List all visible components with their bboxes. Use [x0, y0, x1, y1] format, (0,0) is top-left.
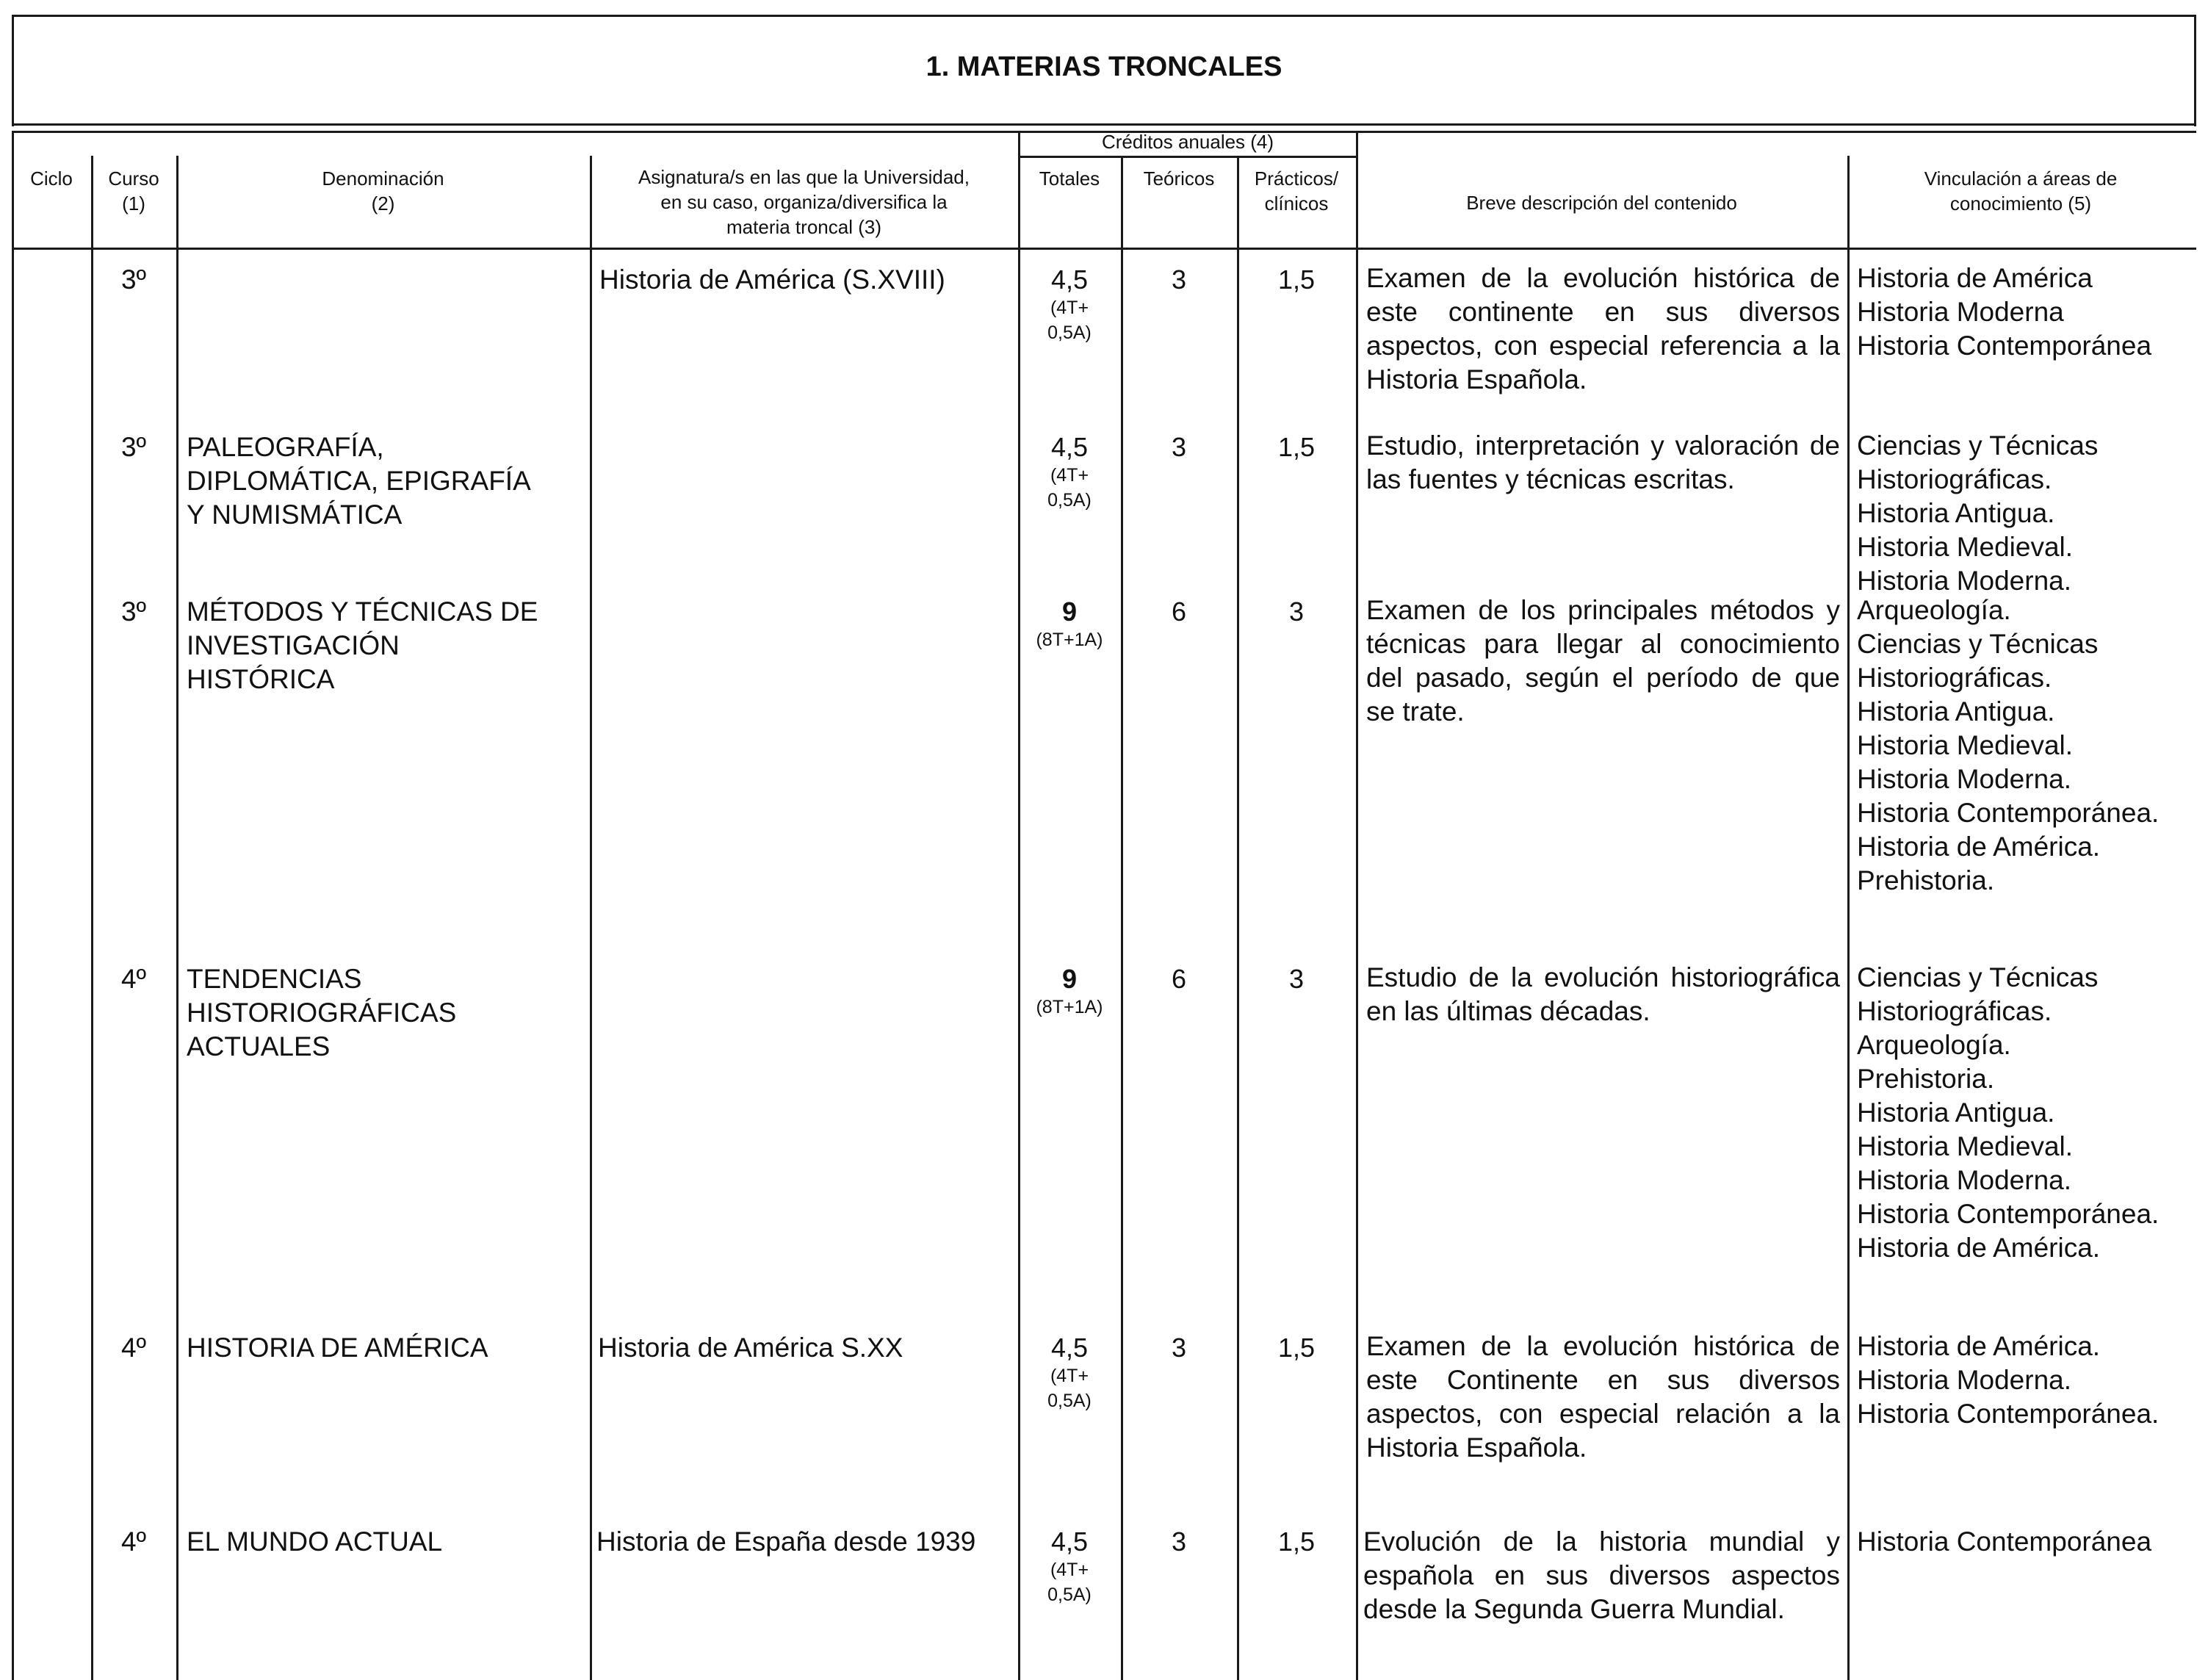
header-denominacion: Denominación (2)	[322, 167, 444, 214]
row-teoricos: 3	[1171, 1333, 1187, 1363]
row-totales-detail: (8T+1A)	[1036, 997, 1103, 1017]
row-totales: 9	[1061, 964, 1078, 994]
row-practicos: 3	[1288, 596, 1305, 627]
row-totales: 4,5	[1050, 1333, 1089, 1363]
header-curso: Curso (1)	[108, 167, 159, 214]
row-denominacion: TENDENCIAS HISTORIOGRÁFICAS ACTUALES	[187, 964, 457, 1061]
row-totales-detail: (4T+ 0,5A)	[1047, 465, 1092, 511]
row-denominacion: HISTORIA DE AMÉRICA	[187, 1333, 488, 1363]
row-areas: Historia de América. Historia Moderna. Historia Contemporánea.	[1857, 1331, 2160, 1429]
row-totales: 4,5	[1050, 1526, 1089, 1557]
row-areas: Arqueología. Ciencias y Técnicas Historiográficas. Historia Antigua. Historia Medieval. Historia Moderna. Historia Contemporánea. Historia de América. Prehistoria.	[1857, 595, 2160, 895]
row-asignatura: Historia de América (S.XVIII)	[599, 264, 945, 295]
page-title: 1. MATERIAS TRONCALES	[926, 51, 1282, 82]
row-asignatura: Historia de España desde 1939	[596, 1526, 976, 1557]
header-practicos: Prácticos/ clínicos	[1254, 167, 1339, 214]
header-creditos: Créditos anuales (4)	[1101, 131, 1274, 153]
row-denominacion: PALEOGRAFÍA, DIPLOMÁTICA, EPIGRAFÍA Y NUMISMÁTICA	[187, 432, 531, 530]
header-teoricos: Teóricos	[1143, 167, 1215, 190]
row-areas: Ciencias y Técnicas Historiográficas. Historia Antigua. Historia Medieval. Historia Moderna.	[1857, 430, 2099, 596]
header-asignatura: Asignatura/s en las que la Universidad, en su caso, organiza/diversifica la materia troncal (3)	[638, 166, 970, 238]
row-descripcion: Estudio, interpretación y valoración de las fuentes y técnicas escritas.	[1366, 430, 1840, 494]
row-curso: 4º	[120, 1526, 147, 1557]
row-teoricos: 3	[1171, 1526, 1187, 1557]
row-denominacion: EL MUNDO ACTUAL	[187, 1526, 443, 1557]
row-denominacion: MÉTODOS Y TÉCNICAS DE INVESTIGACIÓN HISTÓRICA	[187, 596, 538, 694]
row-practicos: 1,5	[1277, 1333, 1316, 1363]
row-practicos: 1,5	[1277, 1526, 1316, 1557]
row-totales-detail: (4T+ 0,5A)	[1047, 1560, 1092, 1605]
row-curso: 4º	[120, 1333, 147, 1363]
row-curso: 4º	[120, 964, 147, 994]
row-curso: 3º	[120, 264, 147, 295]
row-descripcion: Examen de los principales métodos y técnicas para llegar al conocimiento del pasado, según el período de que se trate.	[1366, 595, 1840, 727]
row-descripcion: Evolución de la historia mundial y española en sus diversos aspectos desde la Segunda Guerra Mundial.	[1363, 1526, 1840, 1624]
row-areas: Historia de América Historia Moderna Historia Contemporánea	[1857, 263, 2152, 361]
row-totales-detail: (8T+1A)	[1036, 630, 1103, 650]
row-curso: 3º	[120, 596, 147, 627]
header-vinculacion: Vinculación a áreas de conocimiento (5)	[1924, 167, 2118, 214]
row-teoricos: 3	[1171, 432, 1187, 462]
row-totales: 9	[1061, 596, 1078, 627]
row-teoricos: 6	[1171, 964, 1187, 994]
row-descripcion: Estudio de la evolución historiográfica en las últimas décadas.	[1366, 962, 1840, 1026]
row-practicos: 3	[1288, 964, 1305, 994]
row-asignatura: Historia de América S.XX	[598, 1333, 903, 1363]
row-descripcion: Examen de la evolución histórica de este continente en sus diversos aspectos, con especial referencia a la Historia Española.	[1366, 263, 1840, 394]
row-totales-detail: (4T+ 0,5A)	[1047, 1366, 1092, 1411]
row-totales: 4,5	[1050, 264, 1089, 295]
row-practicos: 1,5	[1277, 264, 1316, 295]
row-areas: Ciencias y Técnicas Historiográficas. Arqueología. Prehistoria. Historia Antigua. Historia Medieval. Historia Moderna. Historia Contemporánea. Historia de América.	[1857, 962, 2160, 1263]
row-practicos: 1,5	[1277, 432, 1316, 462]
header-descripcion: Breve descripción del contenido	[1466, 192, 1737, 214]
row-totales-detail: (4T+ 0,5A)	[1047, 298, 1092, 343]
row-areas: Historia Contemporánea	[1857, 1526, 2152, 1557]
header-ciclo: Ciclo	[30, 167, 73, 190]
row-totales: 4,5	[1050, 432, 1089, 462]
row-teoricos: 3	[1171, 264, 1187, 295]
row-descripcion: Examen de la evolución histórica de este Continente en sus diversos aspectos, con especial relación a la Historia Española.	[1366, 1331, 1840, 1463]
row-curso: 3º	[120, 432, 147, 462]
row-teoricos: 6	[1171, 596, 1187, 627]
header-totales: Totales	[1039, 167, 1100, 190]
